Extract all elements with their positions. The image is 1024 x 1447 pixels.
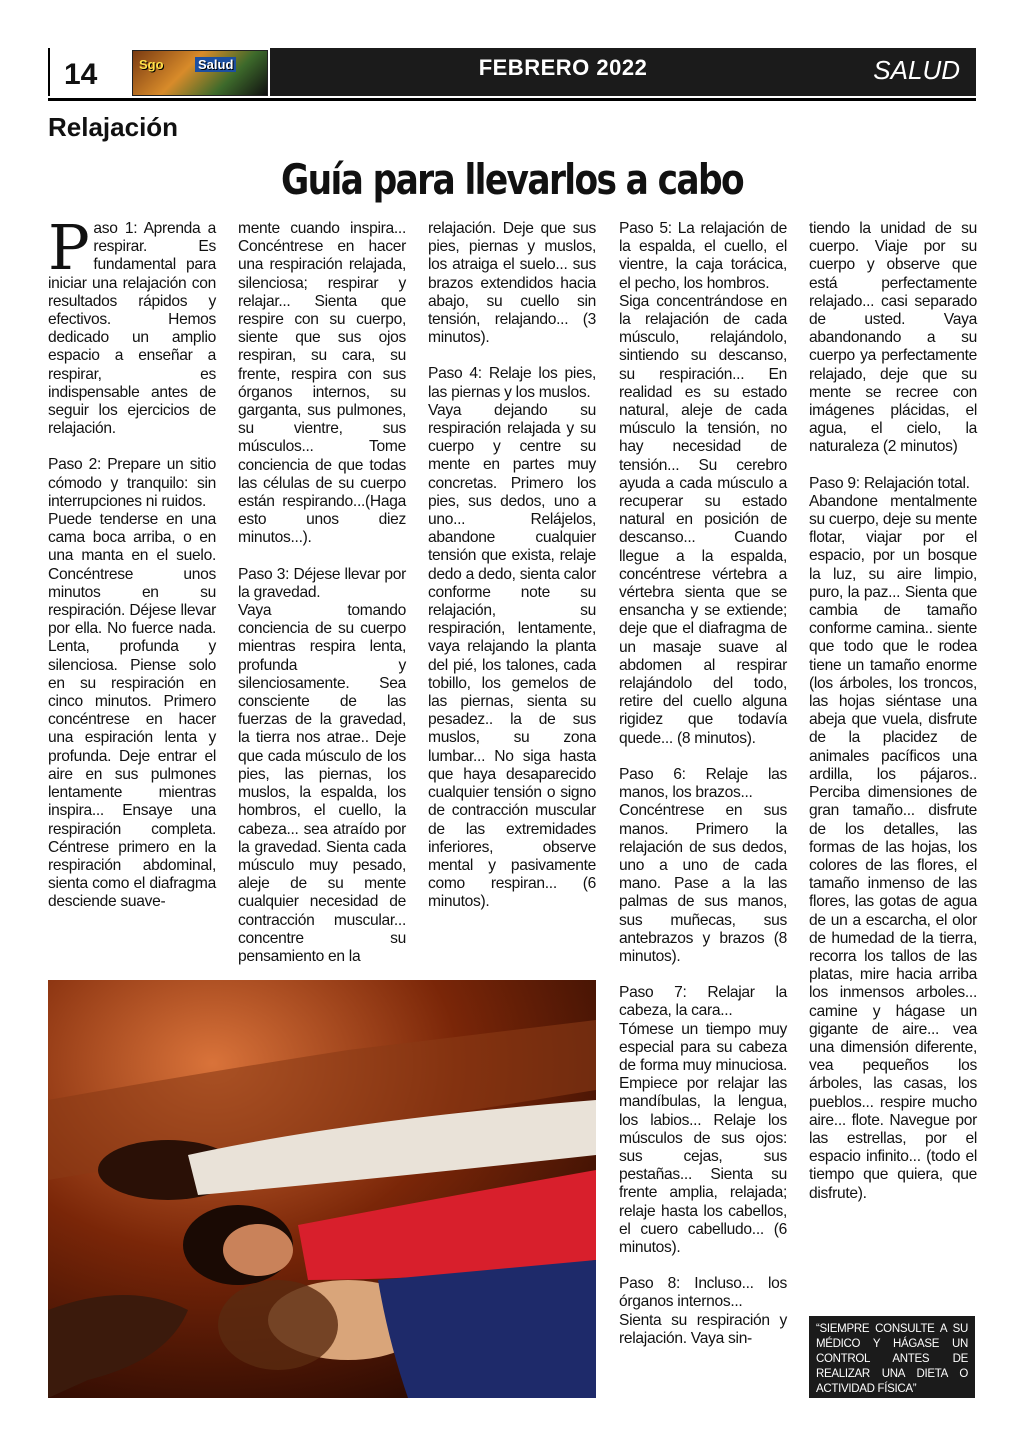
paragraph: Paso 8: Incluso... los órganos internos... xyxy=(619,1275,787,1311)
paragraph: aso 1: Aprenda a respirar. Es fundamental para iniciar una relajación con resultados rápidos y efectivos. Hemos dedicado un amplio espacio a enseñar a respirar, es indispensable antes de seguir los ejercicios de relajación. xyxy=(48,220,216,438)
paragraph: Siga concentrándose en la relajación de cada músculo, relajándolo, sintiendo su descanso, su respiración... En realidad es su estado natural, aleje de cada músculo la tensión, no hay necesidad de tensión... Su cerebro ayuda a cada músculo a recuperar su estado natural en posición de descanso... Cuando llegue a la espalda, concéntrese vértebra a vértebra sienta que se ensancha y se extiende; deje que el diafragma de un masaje suave al abdomen al respirar relajándolo del todo, retire del cuello alguna rigidez que todavía quede... (8 minutos). xyxy=(619,292,787,747)
paragraph: Puede tenderse en una cama boca arriba, o en una manta en el suelo. Concéntrese unos minutos en su respiración. Déjese llevar por ella. No fuerce nada. Lenta, profunda y silenciosa. Piense solo en su respiración en cinco minutos. Primero concéntrese en hacer una espiración lenta y profunda. Deje entrar el aire en sus pulmones lentamente mientras inspira... Ensaye una respiración completa. Céntrese primero en la respiración abdominal, sienta como el diafragma desciende suave- xyxy=(48,511,216,911)
paragraph: Paso 7: Relajar la cabeza, la cara... xyxy=(619,984,787,1020)
paragraph: Abandone mentalmente su cuerpo, deje su mente flotar, viajar por el espacio, por un bosque la luz, su aire limpio, puro, la paz... Sienta que cambia de tamaño conforme camina.. siente que todo que le rodea tiene un tamaño enorme (los árboles, los troncos, las hojas siéntase una abeja que vuela, disfrute de la placidez de animales pacíficos una ardilla, los pájaros.. Perciba dimensiones de gran tamaño... disfrute de los detalles, las formas de las hojas, los colores de las flores, el tamaño inmenso de las flores, las gotas de agua de un a escarcha, el olor de humedad de la tierra, recorra los tallos de las platas, mire hacia arriba los inmensos arboles... camine y hágase un gigante de aire... vea una dimensión diferente, vea pequeños los árboles, las casas, los pueblos... respire mucho aire... flote. Navegue por las estrellas, por el espacio infinito... (todo el tiempo que quiera, que disfrute). xyxy=(809,492,977,1202)
logo-text-right: Salud xyxy=(195,57,236,72)
paragraph: tiendo la unidad de su cuerpo. Viaje por su cuerpo y observe que está perfectamente relajado... casi separado de usted. Vaya abandonando a su cuerpo ya perfectamente relajado, deje que su mente se recree con imágenes plácidas, el agua, el cielo, la naturaleza (2 minutos) xyxy=(809,220,977,456)
page-header xyxy=(48,48,976,101)
text-column-5 xyxy=(809,220,977,1221)
paragraph: Paso 5: La relajación de la espalda, el cuello, el vientre, la caja torácica, el pecho, los hombros. xyxy=(619,220,787,292)
logo-text-left: Sgo xyxy=(139,57,164,72)
text-column-2 xyxy=(238,220,406,984)
text-column-4 xyxy=(619,220,787,1366)
article-photo xyxy=(48,980,596,1398)
article-headline: Guía para llevarlos a cabo xyxy=(280,155,744,204)
paragraph: Paso 9: Relajación total. xyxy=(809,474,970,492)
paragraph: Paso 6: Relaje las manos, los brazos... xyxy=(619,765,787,802)
relaxation-photo-illustration xyxy=(48,980,596,1398)
header-bar xyxy=(270,48,976,96)
drop-cap: P xyxy=(48,211,90,284)
article-kicker: Relajación xyxy=(48,112,179,142)
paragraph: Paso 2: Prepare un sitio cómodo y tranquilo: sin interrupciones ni ruidos. xyxy=(48,456,216,510)
section-name: SALUD xyxy=(873,55,960,85)
paragraph: mente cuando inspira... Concéntrese en hacer una respiración relajada, silenciosa; respirar y relajar... Sienta que respire con su cuerpo, siente que sus ojos respiran, su cara, su frente, respira con sus órganos internos, su garganta, sus pulmones, su vientre, sus músculos... Tome conciencia de que todas las células de su cuerpo están respirando...(Haga esto unos diez minutos...). xyxy=(238,220,406,547)
page-number: 14 xyxy=(48,48,128,96)
paragraph: Vaya dejando su respiración relajada y su cuerpo y centre su mente en partes muy concretas. Primero los pies, sus dedos, uno a uno... Relájelos, abandone cualquier tensión que exista, relaje dedo a dedo, sienta calor conforme note su relajación, su respiración, lentamente, vaya relajando la planta del pié, los talones, cada tobillo, los gemelos de las piernas, sienta su pesadez.. la de sus muslos, su zona lumbar... No siga hasta que haya desaparecido cualquier tensión o signo de contracción muscular de las extremidades inferiores, observe mental y pasivamente como respiran... (6 minutos). xyxy=(428,401,596,911)
issue-date: FEBRERO 2022 xyxy=(478,55,648,80)
paragraph: Paso 4: Relaje los pies, las piernas y los muslos. xyxy=(428,365,596,401)
publication-logo xyxy=(132,50,268,96)
paragraph: Vaya tomando conciencia de su cuerpo mientras respira lenta, profunda y silenciosamente. Sea consciente de las fuerzas de la gravedad, la tierra nos atrae.. Deje que cada músculo de los pies, las piernas, los muslos, la espalda, los hombros, el cuello, la cabeza... sea atraído por la gravedad. Sienta cada músculo muy pesado, aleje de su mente cualquier necesidad de contracción muscular... concentre su pensamiento en la xyxy=(238,602,406,965)
paragraph: Tómese un tiempo muy especial para su cabeza de forma muy minuciosa. Empiece por relajar las mandíbulas, la lengua, los labios... Relaje los músculos de sus ojos: sus cejas, sus pestañas... Sienta su frente amplia, relajada; relaje hasta los cabellos, el cuero cabelludo... (6 minutos). xyxy=(619,1020,787,1256)
warning-callout: “SIEMPRE CONSULTE A SU MÉDICO Y HÁGASE UN CONTROL ANTES DE REALIZAR UNA DIETA O ACTIVIDAD FÍSICA” xyxy=(809,1316,975,1398)
text-column-1 xyxy=(48,211,216,930)
paragraph: Concéntrese en sus manos. Primero la relajación de sus dedos, uno a uno de cada mano. Pase a la las palmas de sus manos, sus muñecas, sus antebrazos y brazos (8 minutos). xyxy=(619,802,787,965)
paragraph: Sienta su respiración y relajación. Vaya sin- xyxy=(619,1311,787,1347)
paragraph: Paso 3: Déjese llevar por la gravedad. xyxy=(238,565,406,601)
paragraph: relajación. Deje que sus pies, piernas y muslos, los atraiga el suelo... sus brazos extendidos hacia abajo, su cuello sin tensión, relajando... (3 minutos). xyxy=(428,220,596,347)
text-column-3 xyxy=(428,220,596,930)
